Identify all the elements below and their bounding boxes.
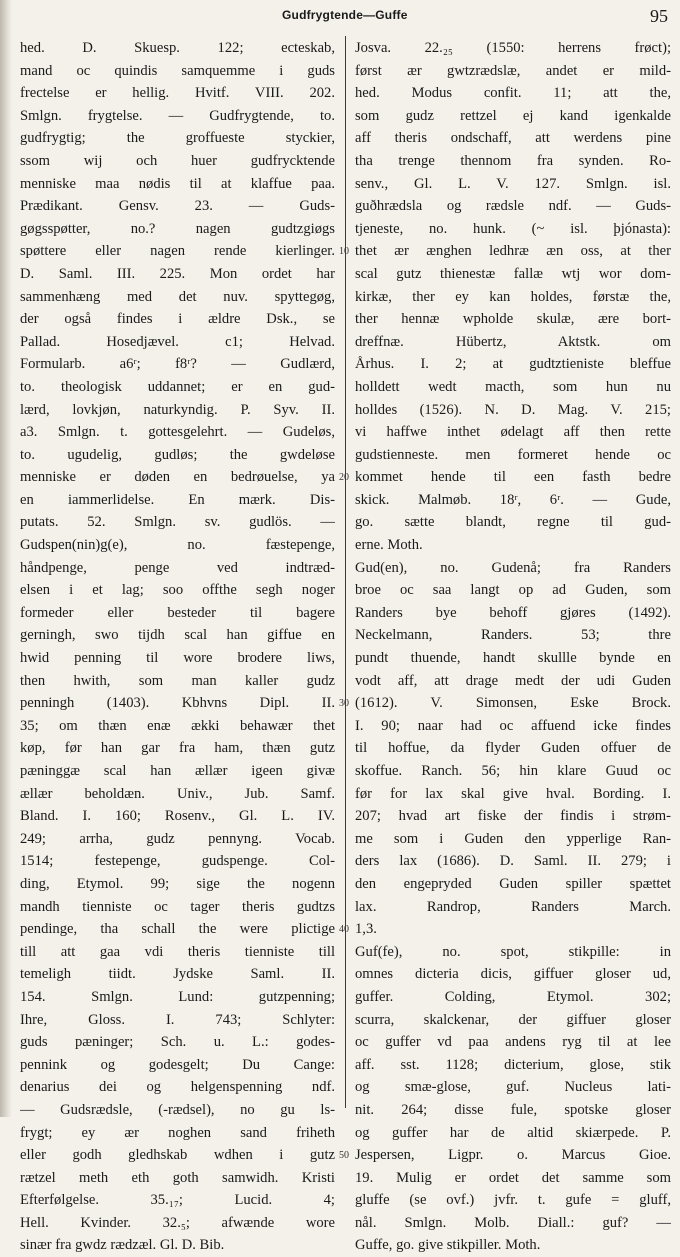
text-line: D. Saml. III. 225. Mon ordet har bbox=[20, 265, 335, 282]
text-line: håndpenge, penge ved indtræd- bbox=[20, 559, 335, 576]
text-line: kirkæ, ther ey kan holdes, førstæ the, bbox=[355, 288, 671, 305]
text-line: gudfrygtig; the groffueste styckier, bbox=[20, 130, 335, 147]
text-line: ding, Etymol. 99; sige the nogenn bbox=[20, 875, 335, 892]
text-line: eller godh gledhskab wdhen i gutz bbox=[20, 1147, 335, 1164]
text-line: scurra, skalckenar, der giffuer gloser bbox=[355, 1011, 671, 1028]
text-line: 1514; festepenge, gudspenge. Col- bbox=[20, 853, 335, 870]
text-line: omnes dicteria dicis, giffuer gloser ud, bbox=[355, 966, 671, 983]
text-line: broe oc saa langt op ad Guden, som bbox=[355, 582, 671, 599]
text-line: menniske er døden en bedrøuelse, ya bbox=[20, 469, 335, 486]
text-line: Neckelmann, Randers. 53; thre bbox=[355, 627, 671, 644]
text-line: vi haffwe inthet ødelagt aff then rette bbox=[355, 424, 671, 441]
text-line: till att gaa vdi theris tienniste till bbox=[20, 943, 335, 960]
text-line: tjeneste, no. hunk. (~ isl. þjónasta): bbox=[355, 220, 671, 237]
text-line: guðhrædsla og rædsle ndf. — Guds- bbox=[355, 198, 671, 215]
text-line: me som i Guden den ypperlige Ran- bbox=[355, 830, 671, 847]
scan-binding-shadow bbox=[0, 0, 12, 1117]
text-line: penningh (1403). Kbhvns Dipl. II. bbox=[20, 695, 335, 712]
text-line: der også findes i ældre Dsk., se bbox=[20, 311, 335, 328]
text-line: gøgsspøtter, no.? nagen gudtzgiøgs bbox=[20, 220, 335, 237]
text-line: guffer. Colding, Etymol. 302; bbox=[355, 988, 671, 1005]
right-column bbox=[355, 37, 671, 1254]
text-line: — Gudsrædsle, (-rædsel), no gu ls- bbox=[20, 1101, 335, 1118]
text-line: skoffue. Ranch. 56; hin klare Guud oc bbox=[355, 763, 671, 779]
running-title: Gudfrygtende—Guffe bbox=[282, 8, 408, 22]
text-line: den engepryded Guden spiller spættet bbox=[355, 875, 671, 892]
text-line: menniske maa nødis til at klaffue paa. bbox=[20, 175, 335, 192]
text-line: før for lax skal give hval. Bording. I. bbox=[355, 785, 671, 802]
line-number-marker: 30 bbox=[339, 698, 349, 710]
text-line: Ihre, Gloss. I. 743; Schlyter: bbox=[20, 1011, 335, 1028]
text-line: 207; hvad art fiske der findis i strøm- bbox=[355, 808, 671, 825]
text-line: skick. Malmøb. 18ʳ, 6ʳ. — Gude, bbox=[355, 491, 671, 508]
text-line: ther hennæ wpholde skulæ, ære bort- bbox=[355, 311, 671, 328]
text-line: Bland. I. 160; Rosenv., Gl. L. IV. bbox=[20, 808, 335, 825]
text-line: spøttere eller nagen rende kierlinger. bbox=[20, 243, 335, 260]
text-line: Randers bye behoff gjøres (1492). bbox=[355, 604, 671, 621]
text-line: lax. Randrop, Randers March. bbox=[355, 898, 671, 915]
text-line: denarius dei og helgenspenning ndf. bbox=[20, 1079, 335, 1096]
text-line: gudstienneste. men formeret hende oc bbox=[355, 446, 671, 463]
text-line: 19. Mulig er ordet det samme som bbox=[355, 1169, 671, 1186]
text-line: Guffe, go. give stikpiller. Moth. bbox=[355, 1237, 541, 1254]
text-line: til hoffue, da flyder Guden offuer de bbox=[355, 740, 671, 757]
line-number-marker: 50 bbox=[339, 1150, 349, 1162]
line-number-marker: 10 bbox=[339, 246, 349, 258]
text-line: pæninggæ scal han ællær igeen givæ bbox=[20, 763, 335, 779]
text-line: holldett wedt macth, som hun nu bbox=[355, 378, 671, 395]
text-line: tha trenge thennom fra synden. Ro- bbox=[355, 152, 671, 169]
text-line: 1,3. bbox=[355, 921, 377, 938]
text-line: holldes (1526). N. D. Mag. V. 215; bbox=[355, 401, 671, 418]
text-line: hwid penning til wore brodere liws, bbox=[20, 650, 335, 667]
text-line: to. theologisk uddannet; er en gud- bbox=[20, 378, 335, 395]
text-line: ssom wij och huer gudfrycktende bbox=[20, 152, 335, 169]
text-line: to. ugudelig, gudløs; the gwdeløse bbox=[20, 446, 335, 463]
text-line: ællær beholdæn. Univ., Jub. Samf. bbox=[20, 785, 335, 802]
text-line: Efterfølgelse. 35.₁₇; Lucid. 4; bbox=[20, 1192, 335, 1209]
text-line: sinær fra gwdz rædzæl. Gl. D. Bib. bbox=[20, 1237, 225, 1254]
text-line: erne. Moth. bbox=[355, 537, 423, 554]
text-line: scal gutz thienestæ fallæ wtj wor dom- bbox=[355, 265, 671, 282]
text-line: a3. Smlgn. t. gottesgelehrt. — Gudeløs, bbox=[20, 424, 335, 441]
text-line: then hwith, som man kaller gudz bbox=[20, 672, 335, 689]
left-column bbox=[20, 37, 335, 1254]
text-line: hed. D. Skuesp. 122; ecteskab, bbox=[20, 40, 335, 56]
text-line: Århus. I. 2; at gudtztieniste bleffue bbox=[355, 356, 671, 373]
text-line: Gudspen(nin)g(e), no. fæstepenge, bbox=[20, 537, 335, 554]
text-line: temeligh tiidt. Jydske Saml. II. bbox=[20, 966, 335, 983]
text-line: Josva. 22.₂₅ (1550: herrens frøct); bbox=[355, 40, 671, 56]
text-line: først ær gwtzrædslæ, andet er mild- bbox=[355, 62, 671, 79]
text-line: thet ær ænghen ledhræ æn oss, at ther bbox=[355, 243, 671, 260]
text-line: en iammerlidelse. En mærk. Dis- bbox=[20, 491, 335, 508]
text-line: I. 90; naar had oc affuend icke findes bbox=[355, 717, 671, 734]
text-line: putats. 52. Smlgn. sv. gudlös. — bbox=[20, 514, 335, 531]
text-line: frectelse er hellig. Hvitf. VIII. 202. bbox=[20, 85, 335, 102]
text-line: lærd, lovkjøn, naturkyndig. P. Syv. II. bbox=[20, 401, 335, 418]
text-line: senv., Gl. L. V. 127. Smlgn. isl. bbox=[355, 175, 671, 192]
page-header bbox=[0, 6, 680, 30]
text-line: og guffer har de altid skiærpede. P. bbox=[355, 1124, 671, 1141]
text-line: Guf(fe), no. spot, stikpille: in bbox=[355, 943, 671, 960]
text-line: Prædikant. Gensv. 23. — Guds- bbox=[20, 198, 335, 215]
text-line: Hell. Kvinder. 32.₅; afwænde wore bbox=[20, 1214, 335, 1231]
text-line: vodt aff, att drage medt der udi Guden bbox=[355, 672, 671, 689]
page-number: 95 bbox=[650, 6, 668, 26]
text-line: hed. Modus confit. 11; att the, bbox=[355, 85, 671, 102]
text-line: 35; om thæn enæ ækki behawær thet bbox=[20, 717, 335, 734]
text-line: kommet hende til een fasth bedre bbox=[355, 469, 671, 486]
text-line: go. sætte blandt, regne til gud- bbox=[355, 514, 671, 531]
text-line: oc guffer vd paa andens ryg til at lee bbox=[355, 1034, 671, 1051]
text-line: gluffe (se ovf.) jvfr. t. gufe = gluff, bbox=[355, 1192, 671, 1209]
text-line: mandh tienniste oc tager theris gudtzs bbox=[20, 898, 335, 915]
text-line: formeder eller besteder til bagere bbox=[20, 604, 335, 621]
text-line: 154. Smlgn. Lund: gutzpenning; bbox=[20, 988, 335, 1005]
text-line: elsen i et lag; soo offthe segh noger bbox=[20, 582, 335, 599]
text-line: frygt; ey ær noghen sand friheth bbox=[20, 1124, 335, 1141]
line-number-marker: 40 bbox=[339, 924, 349, 936]
text-line: dreffnæ. Hübertz, Aktstk. om bbox=[355, 333, 671, 350]
text-line: pennink og godesgelt; Du Cange: bbox=[20, 1056, 335, 1073]
text-line: ders lax (1686). D. Saml. II. 279; i bbox=[355, 853, 671, 870]
line-number-marker: 20 bbox=[339, 472, 349, 484]
text-line: Jespersen, Ligpr. o. Marcus Gioe. bbox=[355, 1147, 671, 1164]
text-line: 249; arrha, gudz pennyng. Vocab. bbox=[20, 830, 335, 847]
text-line: guds pæninger; Sch. u. L.: godes- bbox=[20, 1034, 335, 1051]
text-line: som gudz rettzel ej kand igenkalde bbox=[355, 107, 671, 124]
text-line: nål. Smlgn. Molb. Diall.: guf? — bbox=[355, 1214, 671, 1231]
text-line: pundt thuende, handt skullle bynde en bbox=[355, 650, 671, 667]
text-line: og smæ-glose, guf. Nucleus lati- bbox=[355, 1079, 671, 1096]
text-line: nit. 264; disse fule, spotske gloser bbox=[355, 1101, 671, 1118]
text-line: Gud(en), no. Gudenå; fra Randers bbox=[355, 559, 671, 576]
text-line: sammenhæng med det nuv. spyttegøg, bbox=[20, 288, 335, 305]
text-line: pendinge, tha schall the were plictige bbox=[20, 921, 335, 938]
text-line: aff. sst. 1128; dicterium, glose, stik bbox=[355, 1056, 671, 1073]
text-line: aff theris ondschaff, att werdens pine bbox=[355, 130, 671, 147]
text-line: (1612). V. Simonsen, Eske Brock. bbox=[355, 695, 671, 712]
text-line: rætzel meth eth goth samwidh. Kristi bbox=[20, 1169, 335, 1186]
text-line: mand oc quindis samquemme i guds bbox=[20, 62, 335, 79]
text-line: Smlgn. frygtelse. — Gudfrygtende, to. bbox=[20, 107, 335, 124]
text-line: køp, før han gar fra ham, thæn gutz bbox=[20, 740, 335, 757]
text-line: gerningh, swo tijdh scal han giffue en bbox=[20, 627, 335, 644]
text-line: Pallad. Hosedjævel. c1; Helvad. bbox=[20, 333, 335, 350]
text-line: Formularb. a6ʳ; f8ʳ? — Gudlærd, bbox=[20, 356, 335, 373]
column-divider bbox=[345, 36, 346, 1108]
